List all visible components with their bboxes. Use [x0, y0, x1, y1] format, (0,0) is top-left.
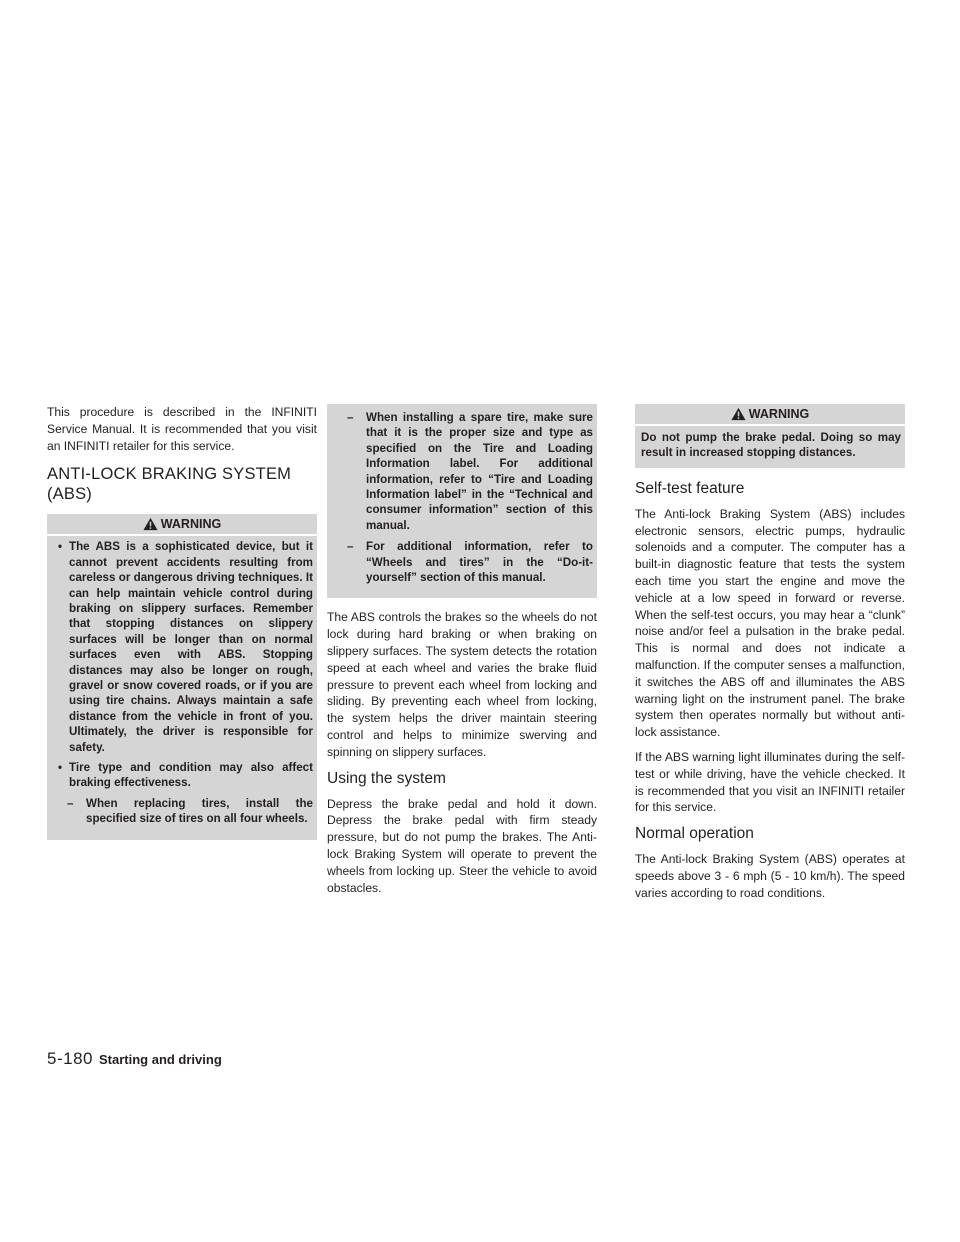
normal-operation-paragraph: The Anti-lock Braking System (ABS) operates at speeds above 3 - 6 mph (5 - 10 km/h). The speed varies according to road conditions.: [635, 852, 905, 900]
warning-title: WARNING: [160, 517, 222, 532]
warning-title: WARNING: [748, 407, 810, 421]
column-middle: [327, 404, 597, 904]
subheading-using-system: Using the system: [327, 769, 446, 787]
column-left: [47, 404, 317, 851]
warning-dash-item: [333, 410, 593, 533]
page-number: 5-180: [47, 1049, 93, 1068]
warning-dash-item: [53, 796, 313, 827]
warning-bullet-item: [53, 760, 313, 791]
section-heading-abs: ANTI-LOCK BRAKING SYSTEM (ABS): [47, 465, 292, 504]
warning-box-pump: [635, 404, 905, 468]
section-name: Starting and driving: [98, 1052, 222, 1067]
warning-header: [47, 514, 317, 536]
page-footer: [47, 1049, 222, 1069]
intro-paragraph: This procedure is described in the INFINITI Service Manual. It is recommended that you visit an INFINITI retailer for this service.: [47, 405, 317, 453]
warning-bullet-item: [53, 539, 313, 755]
warning-dash-text: When replacing tires, install the specified size of tires on all four wheels.: [86, 796, 313, 826]
column-right: [635, 404, 905, 910]
warning-text: Do not pump the brake pedal. Doing so may result in increased stopping distances.: [641, 431, 901, 460]
dash-marker: –: [347, 411, 354, 424]
warning-dash-text: For additional information, refer to “Wheels and tires” in the “Do-it-yourself” section of this manual.: [366, 540, 593, 585]
warning-bullet-text: The ABS is a sophisticated device, but it cannot prevent accidents resulting from careless or dangerous driving techniques. It can help maintain vehicle control during braking on slippery surfaces. Remember that stopping distances on slippery surfaces will be longer than on normal surfaces even with ABS. Stopping distances may also be longer on rough, gravel or snow covered roads, or if you are using tire chains. Always maintain a safe distance from the vehicle in front of you. Ultimately, the driver is responsible for safety.: [69, 540, 313, 754]
warning-bullet-text: Tire type and condition may also affect braking effectiveness.: [69, 761, 313, 790]
warning-body: [327, 404, 597, 585]
warning-body: [47, 536, 317, 826]
abs-description-paragraph: The ABS controls the brakes so the wheels do not lock during hard braking or when braking on slippery surfaces. The system detects the rotation speed at each wheel and varies the brake fluid pressure to prevent each wheel from locking and sliding. By preventing each wheel from locking, the system helps the driver maintain steering control and helps to minimize swerving and spinning on slippery surfaces.: [327, 610, 597, 759]
warning-header: [635, 404, 905, 426]
dash-marker: –: [347, 540, 354, 554]
warning-dash-text: When installing a spare tire, make sure that it is the proper size and type as specified on the Tire and Loading Information label. For additional information, refer to “Tire and Loading Information label” in the “Technical and consumer information” section of this manual.: [366, 411, 593, 532]
warning-dash-item: [333, 539, 593, 585]
bullet-marker: •: [58, 761, 63, 775]
subheading-self-test: Self-test feature: [635, 479, 745, 497]
subheading-normal-operation: Normal operation: [635, 825, 754, 843]
warning-triangle-icon: [143, 517, 158, 531]
warning-box-abs-continued: [327, 404, 597, 598]
dash-marker: –: [67, 796, 74, 810]
self-test-paragraph: The Anti-lock Braking System (ABS) includes electronic sensors, electric pumps, hydraulic solenoids and a computer. The computer has a built-in diagnostic feature that tests the system each time you start the engine and move the vehicle at a low speed in forward or reverse. When the self-test occurs, you may hear a “clunk” noise and/or feel a pulsation in the brake pedal. This is normal and does not indicate a malfunction. If the computer senses a malfunction, it switches the ABS off and illuminates the ABS warning light on the instrument panel. The brake system then operates normally but without anti-lock assistance.: [635, 506, 905, 740]
warning-triangle-icon: [731, 407, 746, 421]
abs-warning-light-paragraph: If the ABS warning light illuminates during the self-test or while driving, have the vehicle checked. It is recommended that you visit an INFINITI retailer for this service.: [635, 749, 905, 815]
bullet-marker: •: [58, 540, 63, 554]
warning-box-abs: [47, 514, 317, 839]
warning-body: [635, 426, 905, 461]
using-system-paragraph: Depress the brake pedal and hold it down. Depress the brake pedal with firm steady pressure, but do not pump the brakes. The Anti-lock Braking System will operate to prevent the wheels from locking up. Steer the vehicle to avoid obstacles.: [327, 796, 597, 895]
